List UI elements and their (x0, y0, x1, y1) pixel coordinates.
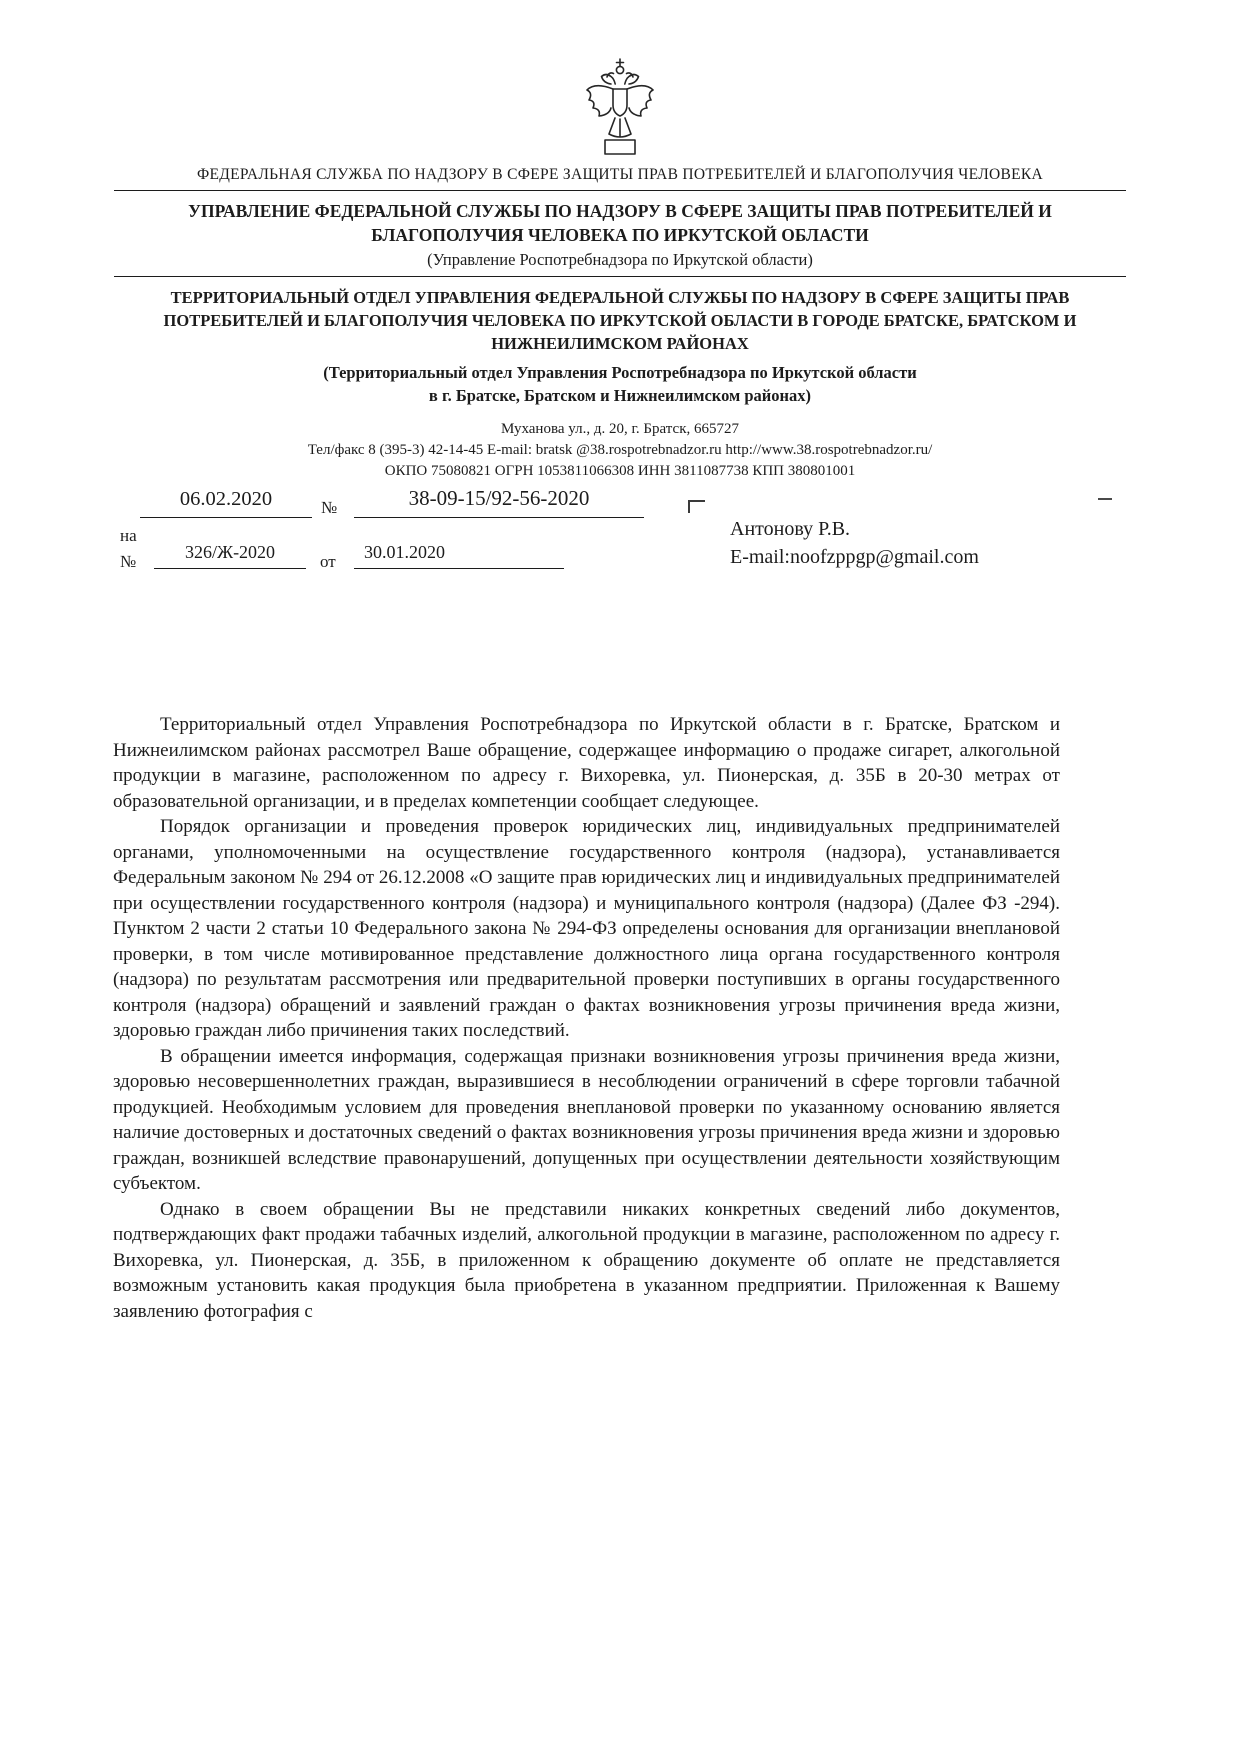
number-sign-label: № (321, 498, 338, 517)
incoming-number-field: 326/Ж-2020 (154, 542, 306, 569)
recipient-name: Антонову Р.В. (730, 518, 851, 540)
letterhead (0, 0, 1240, 480)
header-divider-bottom (114, 276, 1126, 277)
addressee-corner-mark (688, 500, 705, 513)
russian-coat-of-arms-icon (583, 56, 657, 156)
body-paragraph: Территориальный отдел Управления Роспотребнадзора по Иркутской области в г. Братске, Братском и Нижнеилимском районах рассмотрел Ваше обращение, содержащее информацию о продаже сигарет, алкогольной продукции в магазине, расположенном по адресу г. Вихоревка, ул. Пионерская, д. 35Б в 20-30 метрах от образовательной организации, и в пределах компетенции сообщает следующее. (113, 714, 1060, 812)
recipient-email: E-mail:noofzppgp@gmail.com (730, 546, 979, 568)
territorial-unit-short-name (0, 361, 1240, 409)
right-margin-tick (1098, 498, 1112, 500)
contact-info: Тел/факс 8 (395-3) 42-14-45 E-mail: bratsk @38.rospotrebnadzor.ru http://www.38.rospotrebnadzor.ru/ (307, 442, 933, 459)
letter-body (113, 712, 1060, 1324)
body-paragraph: Однако в своем обращении Вы не представили никаких конкретных сведений либо документов, подтверждающих факт продажи табачных изделий, алкогольной продукции в магазине, расположенном по адресу г. Вихоревка, ул. Пионерская, д. 35Б, в приложенном к обращению документе об оплате не представляется возможным установить какая продукция была приобретена в указанном предприятии. Приложенная к Вашему заявлению фотография с (113, 1198, 1060, 1322)
territorial-short-line-1: (Территориальный отдел Управления Роспотребнадзора по Иркутской области (323, 362, 917, 382)
incoming-date-field: 30.01.2020 (354, 542, 564, 569)
header-divider-top (114, 190, 1126, 191)
reference-block (0, 486, 1240, 636)
territorial-unit-title: ТЕРРИТОРИАЛЬНЫЙ ОТДЕЛ УПРАВЛЕНИЯ ФЕДЕРАЛЬНОЙ СЛУЖБЫ ПО НАДЗОРУ В СФЕРЕ ЗАЩИТЫ ПРАВ ПОТРЕБИТЕЛЕЙ И БЛАГОПОЛУЧИЯ ЧЕЛОВЕКА ПО ИРКУТСКОЙ ОБЛАСТИ В ГОРОДЕ БРАТСКЕ, БРАТСКОМ И НИЖНЕИЛИМСКОМ РАЙОНАХ (163, 288, 1077, 354)
outgoing-number-field: 38-09-15/92-56-2020 (354, 486, 644, 518)
incoming-number-sign-label: № (120, 552, 137, 571)
outgoing-date-field: 06.02.2020 (140, 488, 312, 518)
body-paragraph: Порядок организации и проведения проверок юридических лиц, индивидуальных предпринимателей органами, уполномоченными на осуществление государственного контроля (надзора), устанавливается Федеральным законом № 294 от 26.12.2008 «О защите прав юридических лиц и индивидуальных предпринимателей при осуществлении государственного контроля (надзора) и муниципального контроля (надзора) (Далее ФЗ -294). Пунктом 2 части 2 статьи 10 Федерального закона № 294-ФЗ определены основания для организации внеплановой проверки, в том числе мотивированное представление должностного лица органа государственного контроля (надзора) по результатам рассмотрения или предварительной проверки поступивших в органы государственного контроля (надзора) обращений и заявлений граждан о фактах возникновения угрозы причинения вреда жизни, здоровью граждан либо причинения таких последствий. (113, 816, 1060, 1041)
federal-service-title: ФЕДЕРАЛЬНАЯ СЛУЖБА ПО НАДЗОРУ В СФЕРЕ ЗАЩИТЫ ПРАВ ПОТРЕБИТЕЛЕЙ И БЛАГОПОЛУЧИЯ ЧЕЛОВЕКА (196, 166, 1044, 183)
territorial-short-line-2: в г. Братске, Братском и Нижнеилимском районах) (428, 386, 812, 406)
registration-codes: ОКПО 75080821 ОГРН 1053811066308 ИНН 3811087738 КПП 380801001 (384, 463, 856, 480)
body-paragraph: В обращении имеется информация, содержащая признаки возникновения угрозы причинения вреда жизни, здоровью несовершеннолетних граждан, выразившиеся в несоблюдении ограничений в сфере торговли табачной продукцией. Необходимым условием для проведения внеплановой проверки по указанному основанию является наличие достоверных и достаточных сведений о фактах возникновения угрозы причинения вреда жизни и здоровью граждан, возникшей вследствие правонарушений, допущенных при осуществлении деятельности хозяйствующим субъектом. (113, 1045, 1060, 1194)
from-label: от (320, 552, 336, 571)
department-title: УПРАВЛЕНИЕ ФЕДЕРАЛЬНОЙ СЛУЖБЫ ПО НАДЗОРУ В СФЕРЕ ЗАЩИТЫ ПРАВ ПОТРЕБИТЕЛЕЙ И БЛАГОПОЛУЧИЯ ЧЕЛОВЕКА ПО ИРКУТСКОЙ ОБЛАСТИ (188, 201, 1052, 245)
postal-address: Муханова ул., д. 20, г. Братск, 665727 (501, 421, 739, 438)
on-label: на (120, 526, 137, 545)
department-short-name: (Управление Роспотребнадзора по Иркутской области) (427, 250, 813, 270)
